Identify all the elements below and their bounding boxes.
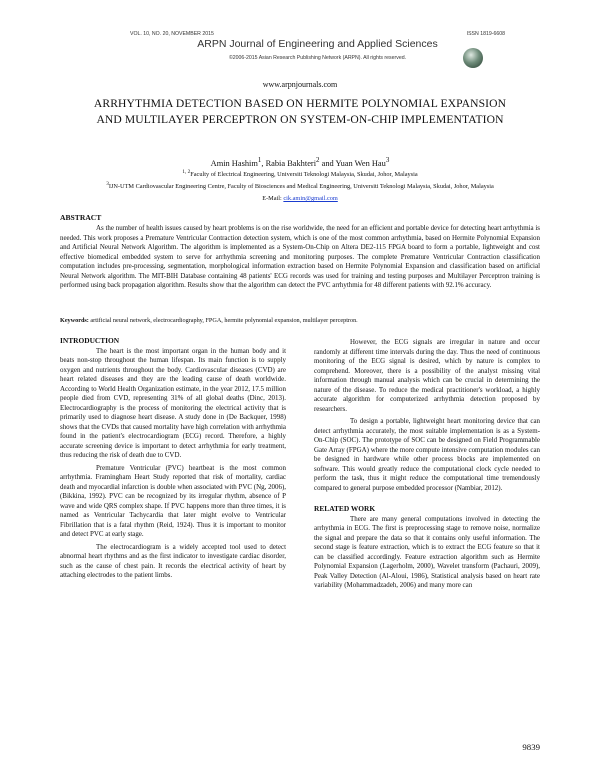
author-sup: 1 — [257, 156, 262, 164]
author-sep: , — [261, 158, 266, 168]
copyright-line: ©2006-2015 Asian Research Publishing Network (ARPN). All rights reserved. — [228, 55, 407, 61]
author-name: Rabia Bakhteri — [265, 158, 317, 168]
email-link[interactable]: cik.amin@gmail.com — [283, 195, 338, 202]
abstract-text: As the number of health issues caused by heart problems is on the rise worldwide, the need for an efficient and portable device for detecting heart arrhythmia is needed. This work proposes a Premature Ventricular Contraction detection system, which is one of the most common arrhythmia, based on Hermite Polynomial Expansion and Artificial Neural Network Algorithm. The algorithm is implemented as a System-On-Chip on Altera DE2-115 FPGA board to form a portable, lightweight and cost effective biomedical embedded system to serve for arrhythmia screening and monitoring purposes. The complete Premature Ventricular Contraction classification computation includes pre-processing, segmentation, morphological information extraction based on Hermite Polynomial Expansion and classification based on artificial Neural Network algorithm. The MIT-BIH Database containing 48 patients' ECG records was used for training and testing purposes and Multilayer Perceptron training is performed using back propagation algorithm. Results show that the algorithm can detect the PVC arrhythmia for 48 different patients with 92.1% accuracy. — [60, 224, 540, 289]
paragraph: However, the ECG signals are irregular in nature and occur randomly at different time intervals during the day. Thus the need of continuous monitoring of the ECG signal is desired, which by nature is complex to comprehend. Moreover, there is a possibility of the analyst missing vital information through manual analysis which can be crucial in determining the nature of the disease. To reduce the medical practitioner's workload, a highly accurate algorithm for computerized arrhythmia detection proposed by researchers. — [314, 338, 540, 413]
abstract-heading: ABSTRACT — [60, 213, 102, 222]
affiliation-sup: 3 — [106, 180, 109, 187]
affiliations — [88, 168, 512, 192]
journal-name: ARPN Journal of Engineering and Applied Sciences — [197, 38, 438, 50]
email-label: E-Mail: — [262, 195, 284, 202]
keywords-label: Keywords: — [60, 317, 89, 324]
left-column — [60, 336, 286, 584]
paragraph: The heart is the most important organ in the human body and it beats non-stop throughout the human lifespan. Its main function is to supply oxygen and nutrients throughout the body. Cardiovascular diseases (CVD) are heart related diseases and they are the leading cause of death worldwide. According to World Health Organization estimate, in the year 2012, 17.5 million people died from CVD, representing 31% of all global deaths (Dinc, 2013). Electrocardiography is the process of monitoring the electrical activity that is primarily used to diagnose heart disease. A study done in (De Backquer, 1998) shows that the CVDs that caused mortality have high correlation with arrhythmia found in the patient's electrocardiogram (ECG) record. Therefore, a highly accurate screening device is important to detect arrhythmia for early treatment, thus reducing the risk of death due to CVD. — [60, 346, 286, 459]
author-name: Yuan Wen Hau — [335, 158, 386, 168]
journal-logo-icon — [463, 48, 483, 68]
journal-url: www.arpnjournals.com — [262, 80, 338, 89]
email-line — [0, 195, 600, 202]
paper-title: ARRHYTHMIA DETECTION BASED ON HERMITE POLYNOMIAL EXPANSION AND MULTILAYER PERCEPTRON ON SYSTEM-ON-CHIP IMPLEMENTATION — [93, 97, 507, 126]
paragraph: Premature Ventricular (PVC) heartbeat is the most common arrhythmia. Framingham Heart Study reported that risk of mortality, cardiac death and myocardial infarction is double when associated with PVC (Ng, 2006), (Bikkina, 1992). PVC can be recognized by its irregular rhythm, absence of P wave and wide QRS complex shape. If PVC happens more than three times, it is named as Ventricular Tachycardia that later might evolve to Ventricular Fibrillation that is a fatal rhythm (Reid, 1924). Thus it is important to monitor and detect PVC at early stage. — [60, 463, 286, 538]
volume-info: VOL. 10, NO. 20, NOVEMBER 2015 — [130, 31, 214, 37]
paragraph: There are many general computations involved in detecting the arrhythmia in ECG. The first is preprocessing stage to remove noise, normalize the signal and prepare the data so that it contains only useful information. The second stage is feature extraction, which is to extract the ECG feature so that it can be classified accordingly. Feature extraction algorithm such as Hermite Polynomial Expansion (Lagerholm, 2000), Wavelet transform (Pachauri, 2009), Peak Valley Detection (Al-Aloui, 1986), Statistical analysis based on heart rate variability (Mohammadzadeh, 2006) and many more can — [314, 514, 540, 589]
affiliation-sup: 1, 2 — [182, 169, 191, 175]
right-column — [314, 338, 540, 594]
author-sup: 2 — [316, 156, 320, 164]
issn: ISSN 1819-6608 — [466, 31, 505, 37]
keywords-text: artificial neural network, electrocardiography, FPGA, hermite polynomial expansion, multilayer perceptron. — [88, 317, 358, 324]
author-sup: 3 — [385, 156, 390, 164]
author-line — [0, 156, 600, 168]
author-sep: and — [319, 158, 336, 168]
paragraph: To design a portable, lightweight heart monitoring device that can detect arrhythmia accurately, the most suitable implementation is as a System-On-Chip (SOC). The prototype of SOC can be designed on Field Programmable Gate Array (FPGA) where the more compute intensive computation modules can be designed in hardware while other process blocks are implemented on software. This would greatly reduce the computational clock cycle needed to perform the task, thus it might reduce the computational time tremendously compared to general purpose embedded processor (Nambiar, 2012). — [314, 417, 540, 492]
paragraph: The electrocardiogram is a widely accepted tool used to detect abnormal heart rhythms and as the first indicator to investigate cardiac disorder, such as the cause of chest pain. It records the electrical activity of heart by attaching electrodes to the patient limbs. — [60, 542, 286, 579]
keywords — [60, 317, 540, 324]
affiliation-2: $^3$IJN-UTM Cardiovascular Engineering Centre, Faculty of Biosciences and Medical Engineering, Universiti Teknologi Malaysia, Skudai, Johor, Malaysia — [106, 180, 494, 190]
section-heading-introduction: INTRODUCTION — [60, 336, 120, 345]
affiliation-1: $^{1, 2}$Faculty of Electrical Engineering, Universiti Teknologi Malaysia, Skudai, Johor, Malaysia — [182, 169, 418, 179]
page-number: 9839 — [522, 742, 540, 752]
author-name: Amin Hashim — [210, 158, 258, 168]
section-heading-related-work: RELATED WORK — [314, 504, 376, 513]
